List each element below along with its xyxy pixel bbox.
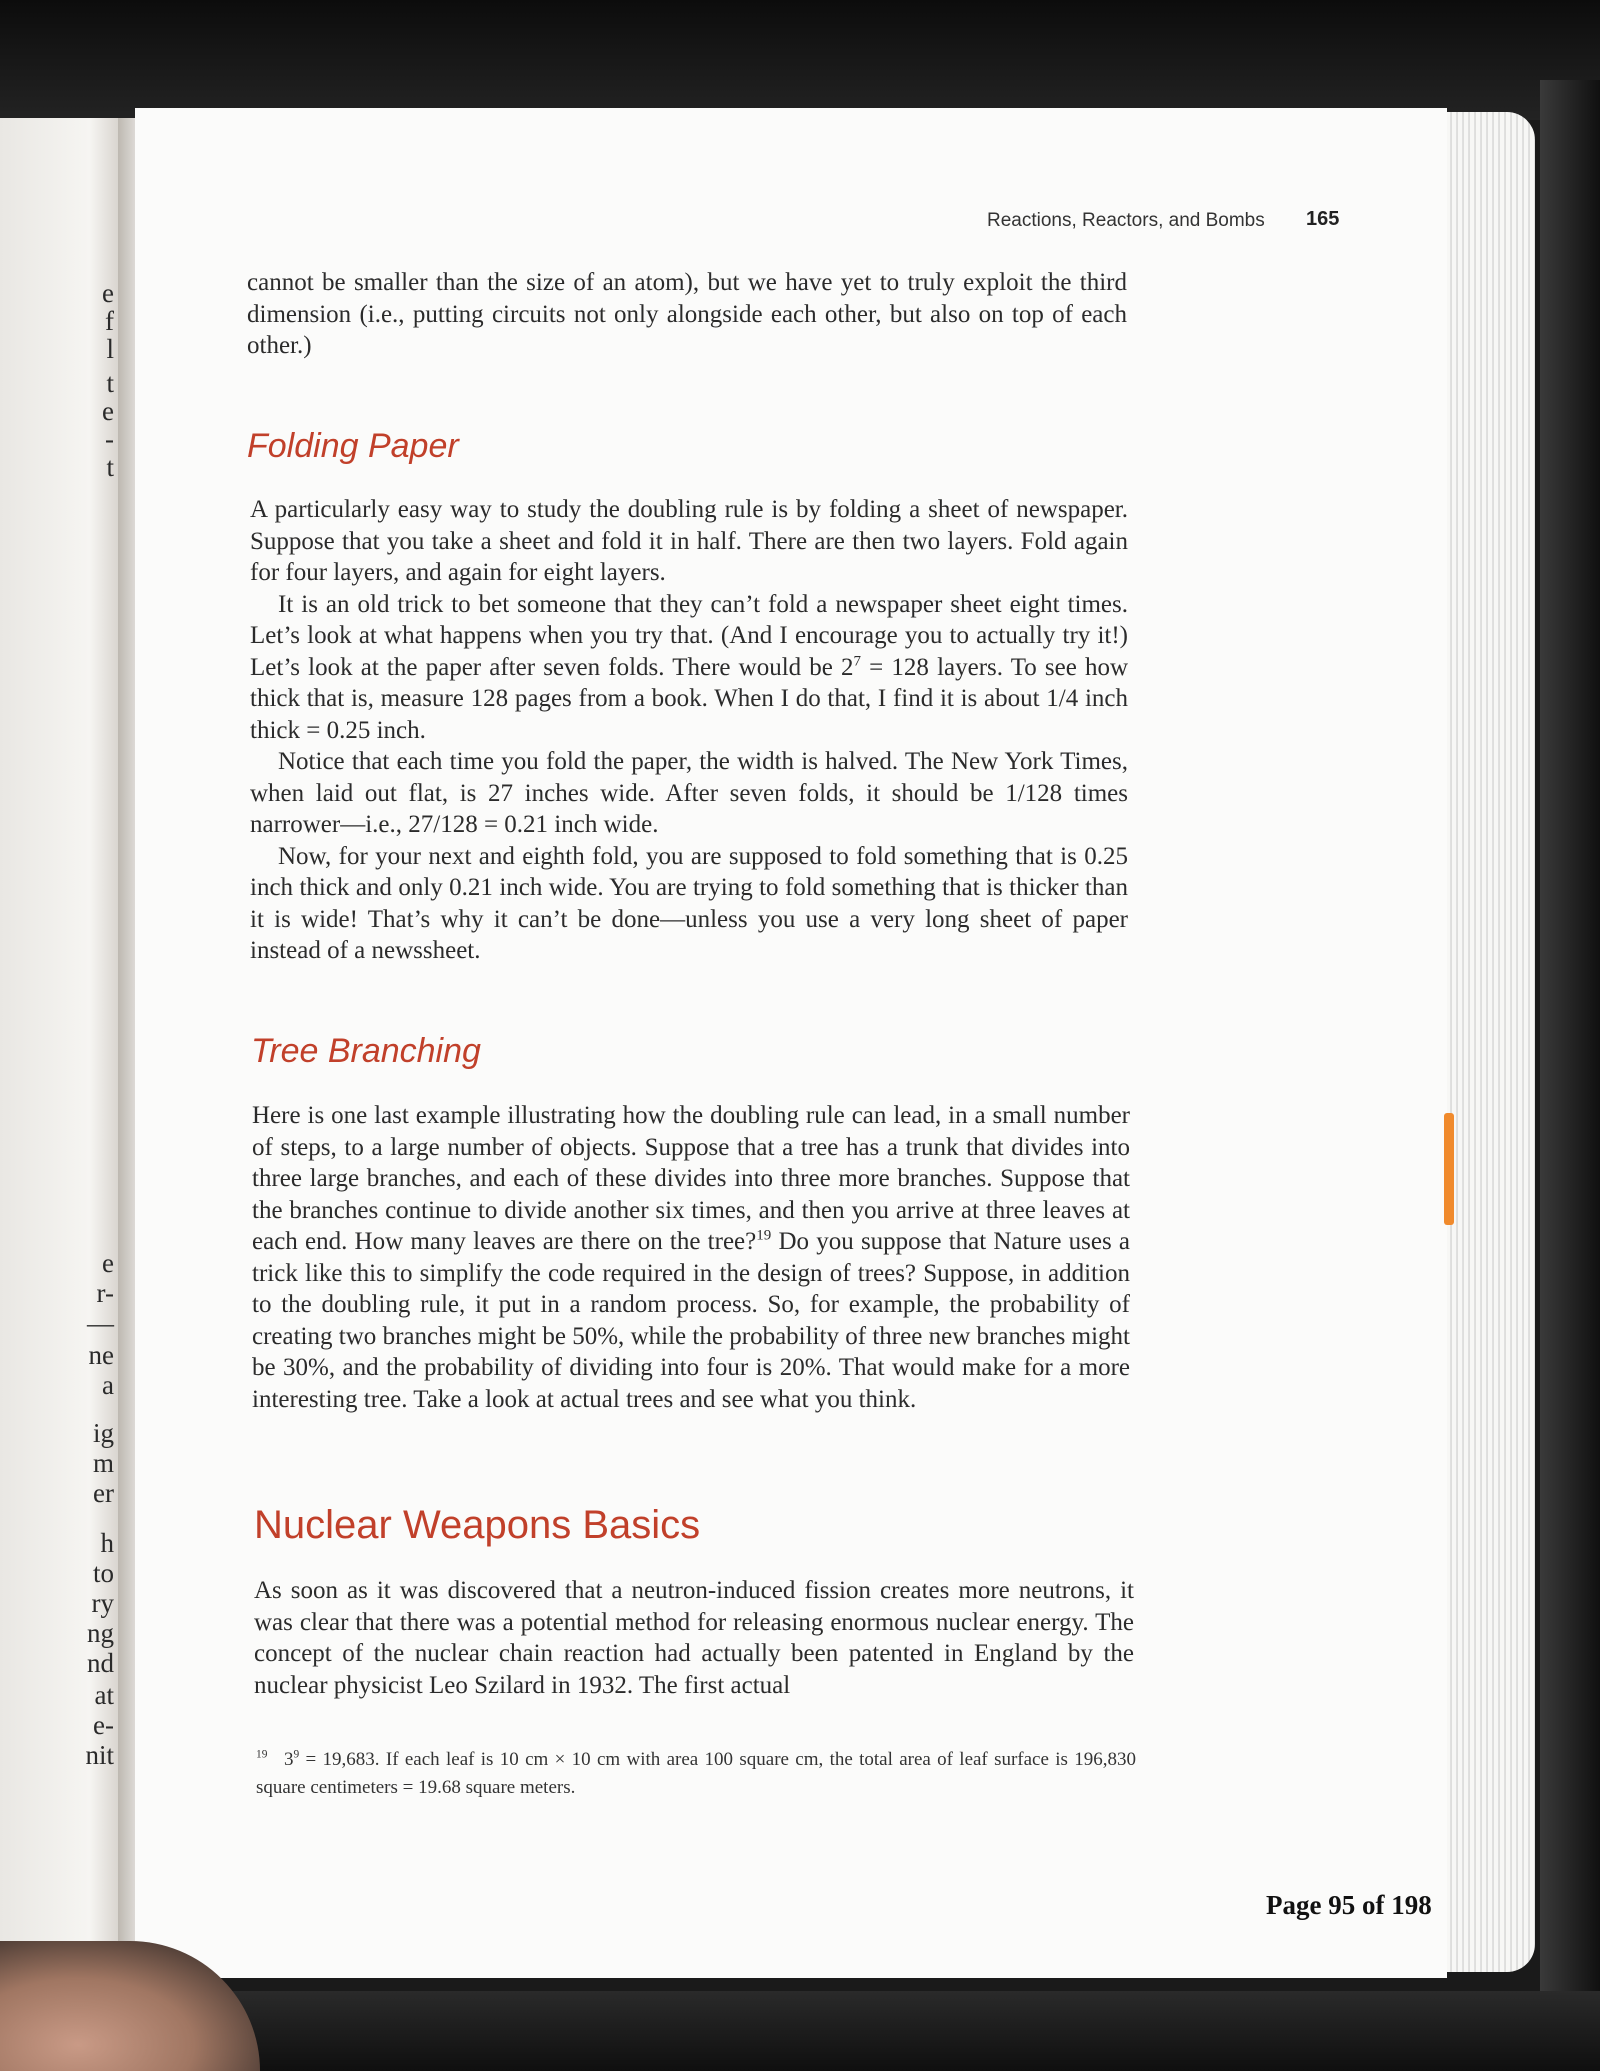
footnote-text: = 19,683. If each leaf is 10 cm × 10 cm with area 100 square cm, the total area of leaf surface is 196,830 square centimeters = 19.68 square meters. <box>256 1749 1136 1798</box>
left-page-fragment: l <box>106 334 114 364</box>
paragraph <box>252 1100 1130 1415</box>
left-page-fragment: ng <box>87 1618 114 1648</box>
left-facing-page <box>0 118 128 1968</box>
superscript: 7 <box>853 653 862 670</box>
left-page-fragment: nd <box>87 1648 114 1678</box>
page-stack-edge <box>1440 112 1535 1972</box>
continuation-paragraph <box>247 267 1127 362</box>
text-run: Do you suppose that Nature uses a trick like this to simplify the code required in the design of trees? Suppose, in addition to the doubling rule, it put in a random process. So, for example, the probability of creating two branches might be 50%, while the probability of three new branches might be 30%, and the probability of dividing into four is 20%. That would make for a more interesting tree. Take a look at actual trees and see what you think. <box>252 1228 1130 1413</box>
left-page-fragment: e <box>102 1248 114 1278</box>
left-page-fragment: nit <box>85 1740 114 1770</box>
left-page-fragment: h <box>100 1528 114 1558</box>
left-page-fragment: ry <box>91 1588 114 1618</box>
text-run: Here is one last example illustrating how the doubling rule can lead, in a small number of steps, to a large number of objects. Suppose that a tree has a trunk that divides into three large branches, and each of these divides into three more branches. Suppose that the branches continue to divide another six times, and then you arrive at three leaves at each end. How many leaves are there on the tree? <box>252 1102 1130 1255</box>
section-tree-branching <box>252 1100 1130 1415</box>
paragraph <box>250 589 1128 747</box>
scanner-background-right <box>1540 80 1600 2000</box>
footnote-exponent: 9 <box>293 1748 300 1761</box>
left-page-fragment: ne <box>88 1340 114 1370</box>
section-nuclear-weapons-basics <box>254 1575 1134 1701</box>
paragraph: cannot be smaller than the size of an atom), but we have yet to truly exploit the third dimension (i.e., putting circuits not only alongside each other, but also on top of each other.) <box>247 269 1127 359</box>
heading-tree-branching: Tree Branching <box>251 1032 481 1070</box>
paragraph: As soon as it was discovered that a neutron-induced fission creates more neutrons, it was clear that there was a potential method for releasing enormous nuclear energy. The concept of the nuclear chain reaction had actually been patented in England by the nuclear physicist Leo Szilard in 1932. The first actual <box>254 1577 1134 1699</box>
footnote-reference: 19 <box>756 1227 772 1244</box>
left-page-fragment: r- <box>96 1278 114 1308</box>
heading-folding-paper: Folding Paper <box>247 427 459 465</box>
section-folding-paper <box>250 494 1128 967</box>
left-page-fragment: t <box>106 368 114 398</box>
left-page-fragment: t <box>106 452 114 482</box>
footnote <box>256 1746 1136 1802</box>
page-counter: Page 95 of 198 <box>1266 1890 1432 1920</box>
paragraph: Notice that each time you fold the paper, the width is halved. The New York Times, when laid out flat, is 27 inches wide. After seven folds, it should be 1/128 times narrower—i.e., 27/128 = 0.21 inch wide. <box>250 748 1128 838</box>
paragraph: Now, for your next and eighth fold, you are supposed to fold something that is 0.25 inch thick and only 0.21 inch wide. You are trying to fold something that is thicker than it is wide! That’s why it can’t be done—unless you use a very long sheet of paper instead of a newssheet. <box>250 842 1128 964</box>
page-tab-marker <box>1444 1113 1454 1225</box>
left-page-fragment: e <box>102 396 114 426</box>
paragraph: A particularly easy way to study the doubling rule is by folding a sheet of newspaper. Suppose that you take a sheet and fold it in half. There are then two layers. Fold again for four layers, and again for eight layers. <box>250 496 1128 586</box>
left-page-fragment: — <box>87 1308 114 1338</box>
left-page-fragment: a <box>102 1370 114 1400</box>
heading-nuclear-weapons-basics: Nuclear Weapons Basics <box>254 1503 701 1547</box>
running-title: Reactions, Reactors, and Bombs <box>987 210 1265 231</box>
page-number: 165 <box>1306 208 1340 230</box>
left-page-fragment: - <box>105 424 114 454</box>
left-page-fragment: m <box>92 1448 114 1478</box>
left-page-fragment: at <box>94 1680 114 1710</box>
footnote-base: 3 <box>284 1749 294 1770</box>
scanner-background-top <box>0 0 1600 120</box>
left-page-fragment: e <box>102 278 114 308</box>
footnote-marker: 19 <box>256 1748 268 1761</box>
text-run: = 128 layers. To see how thick that is, measure 128 pages from a book. When I do that, I find it is about 1/4 inch thick = 0.25 inch. <box>250 653 1128 744</box>
left-page-fragment: e- <box>93 1710 114 1740</box>
left-page-fragment: er <box>93 1478 114 1508</box>
left-page-fragment: to <box>92 1558 114 1588</box>
text-run: It is an old trick to bet someone that they can’t fold a newspaper sheet eight times. Let’s look at what happens when you try that. (And I encourage you to actually try it!) Let’s look at the paper after seven folds. There would be 2 <box>250 590 1128 681</box>
left-page-fragment: f <box>105 306 114 336</box>
left-page-fragment: ig <box>92 1418 114 1448</box>
